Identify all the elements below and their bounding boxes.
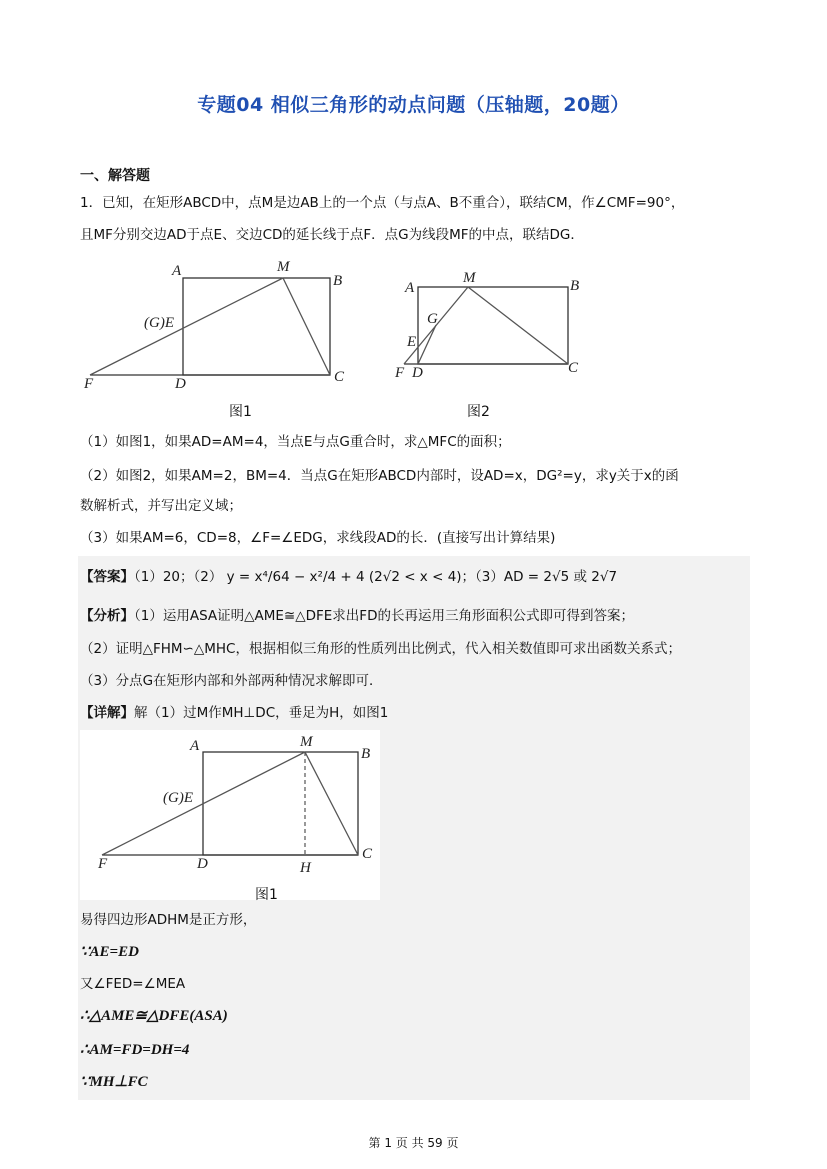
- line-mc: [468, 287, 568, 364]
- step-3: 又∠FED=∠MEA: [80, 976, 186, 992]
- rectangle-abcd: [183, 278, 330, 375]
- label-e: E: [407, 334, 417, 350]
- question-line-1: 1．已知，在矩形ABCD中，点M是边AB上的一个点（与点A、B不重合），联结CM，作∠CMF=90°，: [80, 195, 685, 211]
- analysis-line-1: 【分析】（1）运用ASA证明△AME≅△DFE求出FD的长再运用三角形面积公式即可得到答案；: [80, 608, 634, 624]
- label-b: B: [333, 273, 343, 289]
- answer-label: 【答案】: [80, 569, 134, 585]
- detail-line: 【详解】解（1）过M作MH⊥DC，垂足为H，如图1: [80, 705, 389, 721]
- part-2-line-2: 数解析式，并写出定义域；: [80, 498, 242, 514]
- label-ge: (G)E: [144, 315, 174, 331]
- figure-1-detail: [80, 730, 380, 900]
- step-1: 易得四边形ADHM是正方形，: [80, 912, 257, 928]
- label-c: C: [362, 846, 373, 862]
- page-footer: 第 1 页 共 59 页: [368, 1136, 459, 1150]
- label-d: D: [412, 365, 423, 381]
- line-mc: [283, 278, 330, 375]
- label-b: B: [570, 278, 580, 294]
- figure-2: [392, 262, 592, 384]
- label-d: D: [197, 856, 208, 872]
- label-m: M: [300, 734, 313, 750]
- step-5: ∴AM=FD=DH=4: [80, 1042, 190, 1058]
- line-fm: [90, 278, 283, 375]
- label-m: M: [463, 270, 476, 286]
- analysis-label: 【分析】: [80, 608, 134, 624]
- detail-label: 【详解】: [80, 705, 134, 721]
- figure-2-caption: 图2: [467, 404, 490, 420]
- section-heading: 一、解答题: [80, 168, 150, 184]
- label-c: C: [568, 360, 579, 376]
- figure-1-detail-caption: 图1: [255, 887, 278, 903]
- analysis-line-2: （2）证明△FHM∽△MHC，根据相似三角形的性质列出比例式，代入相关数值即可求出函数关系式；: [80, 641, 681, 657]
- label-f: F: [395, 365, 405, 381]
- label-a: A: [172, 263, 182, 279]
- page-title: 专题04 相似三角形的动点问题（压轴题，20题）: [197, 94, 630, 116]
- analysis-line-3: （3）分点G在矩形内部和外部两种情况求解即可．: [80, 673, 383, 689]
- label-f: F: [98, 856, 108, 872]
- label-c: C: [334, 369, 345, 385]
- step-2: ∵AE=ED: [80, 944, 139, 960]
- label-g: G: [427, 311, 438, 327]
- part-1: （1）如图1，如果AD=AM=4，当点E与点G重合时，求△MFC的面积；: [80, 434, 511, 450]
- label-a: A: [190, 738, 200, 754]
- part-2-line-1: （2）如图2，如果AM=2，BM=4．当点G在矩形ABCD内部时，设AD=x，DG²=y，求y关于x的函: [80, 468, 679, 484]
- label-m: M: [277, 259, 290, 275]
- label-h: H: [300, 860, 311, 876]
- rectangle-abcd: [418, 287, 568, 364]
- step-6: ∵MH⊥FC: [80, 1074, 148, 1090]
- label-b: B: [361, 746, 371, 762]
- figure-1: [80, 255, 380, 395]
- figure-1-caption: 图1: [229, 404, 252, 420]
- label-f: F: [84, 376, 94, 392]
- part-3: （3）如果AM=6，CD=8，∠F=∠EDG，求线段AD的长．(直接写出计算结果): [80, 530, 556, 546]
- answer-text: （1）20；（2） y = x⁴/64 − x²/4 + 4 (2√2 < x < 4)；（3）AD = 2√5 或 2√7: [134, 569, 618, 585]
- label-a: A: [405, 280, 415, 296]
- answer-line: [80, 567, 617, 587]
- label-ge: (G)E: [163, 790, 193, 806]
- label-d: D: [175, 376, 186, 392]
- step-4: ∴△AME≅△DFE(ASA): [80, 1008, 228, 1024]
- question-line-2: 且MF分别交边AD于点E、交边CD的延长线于点F．点G为线段MF的中点，联结DG．: [80, 227, 584, 243]
